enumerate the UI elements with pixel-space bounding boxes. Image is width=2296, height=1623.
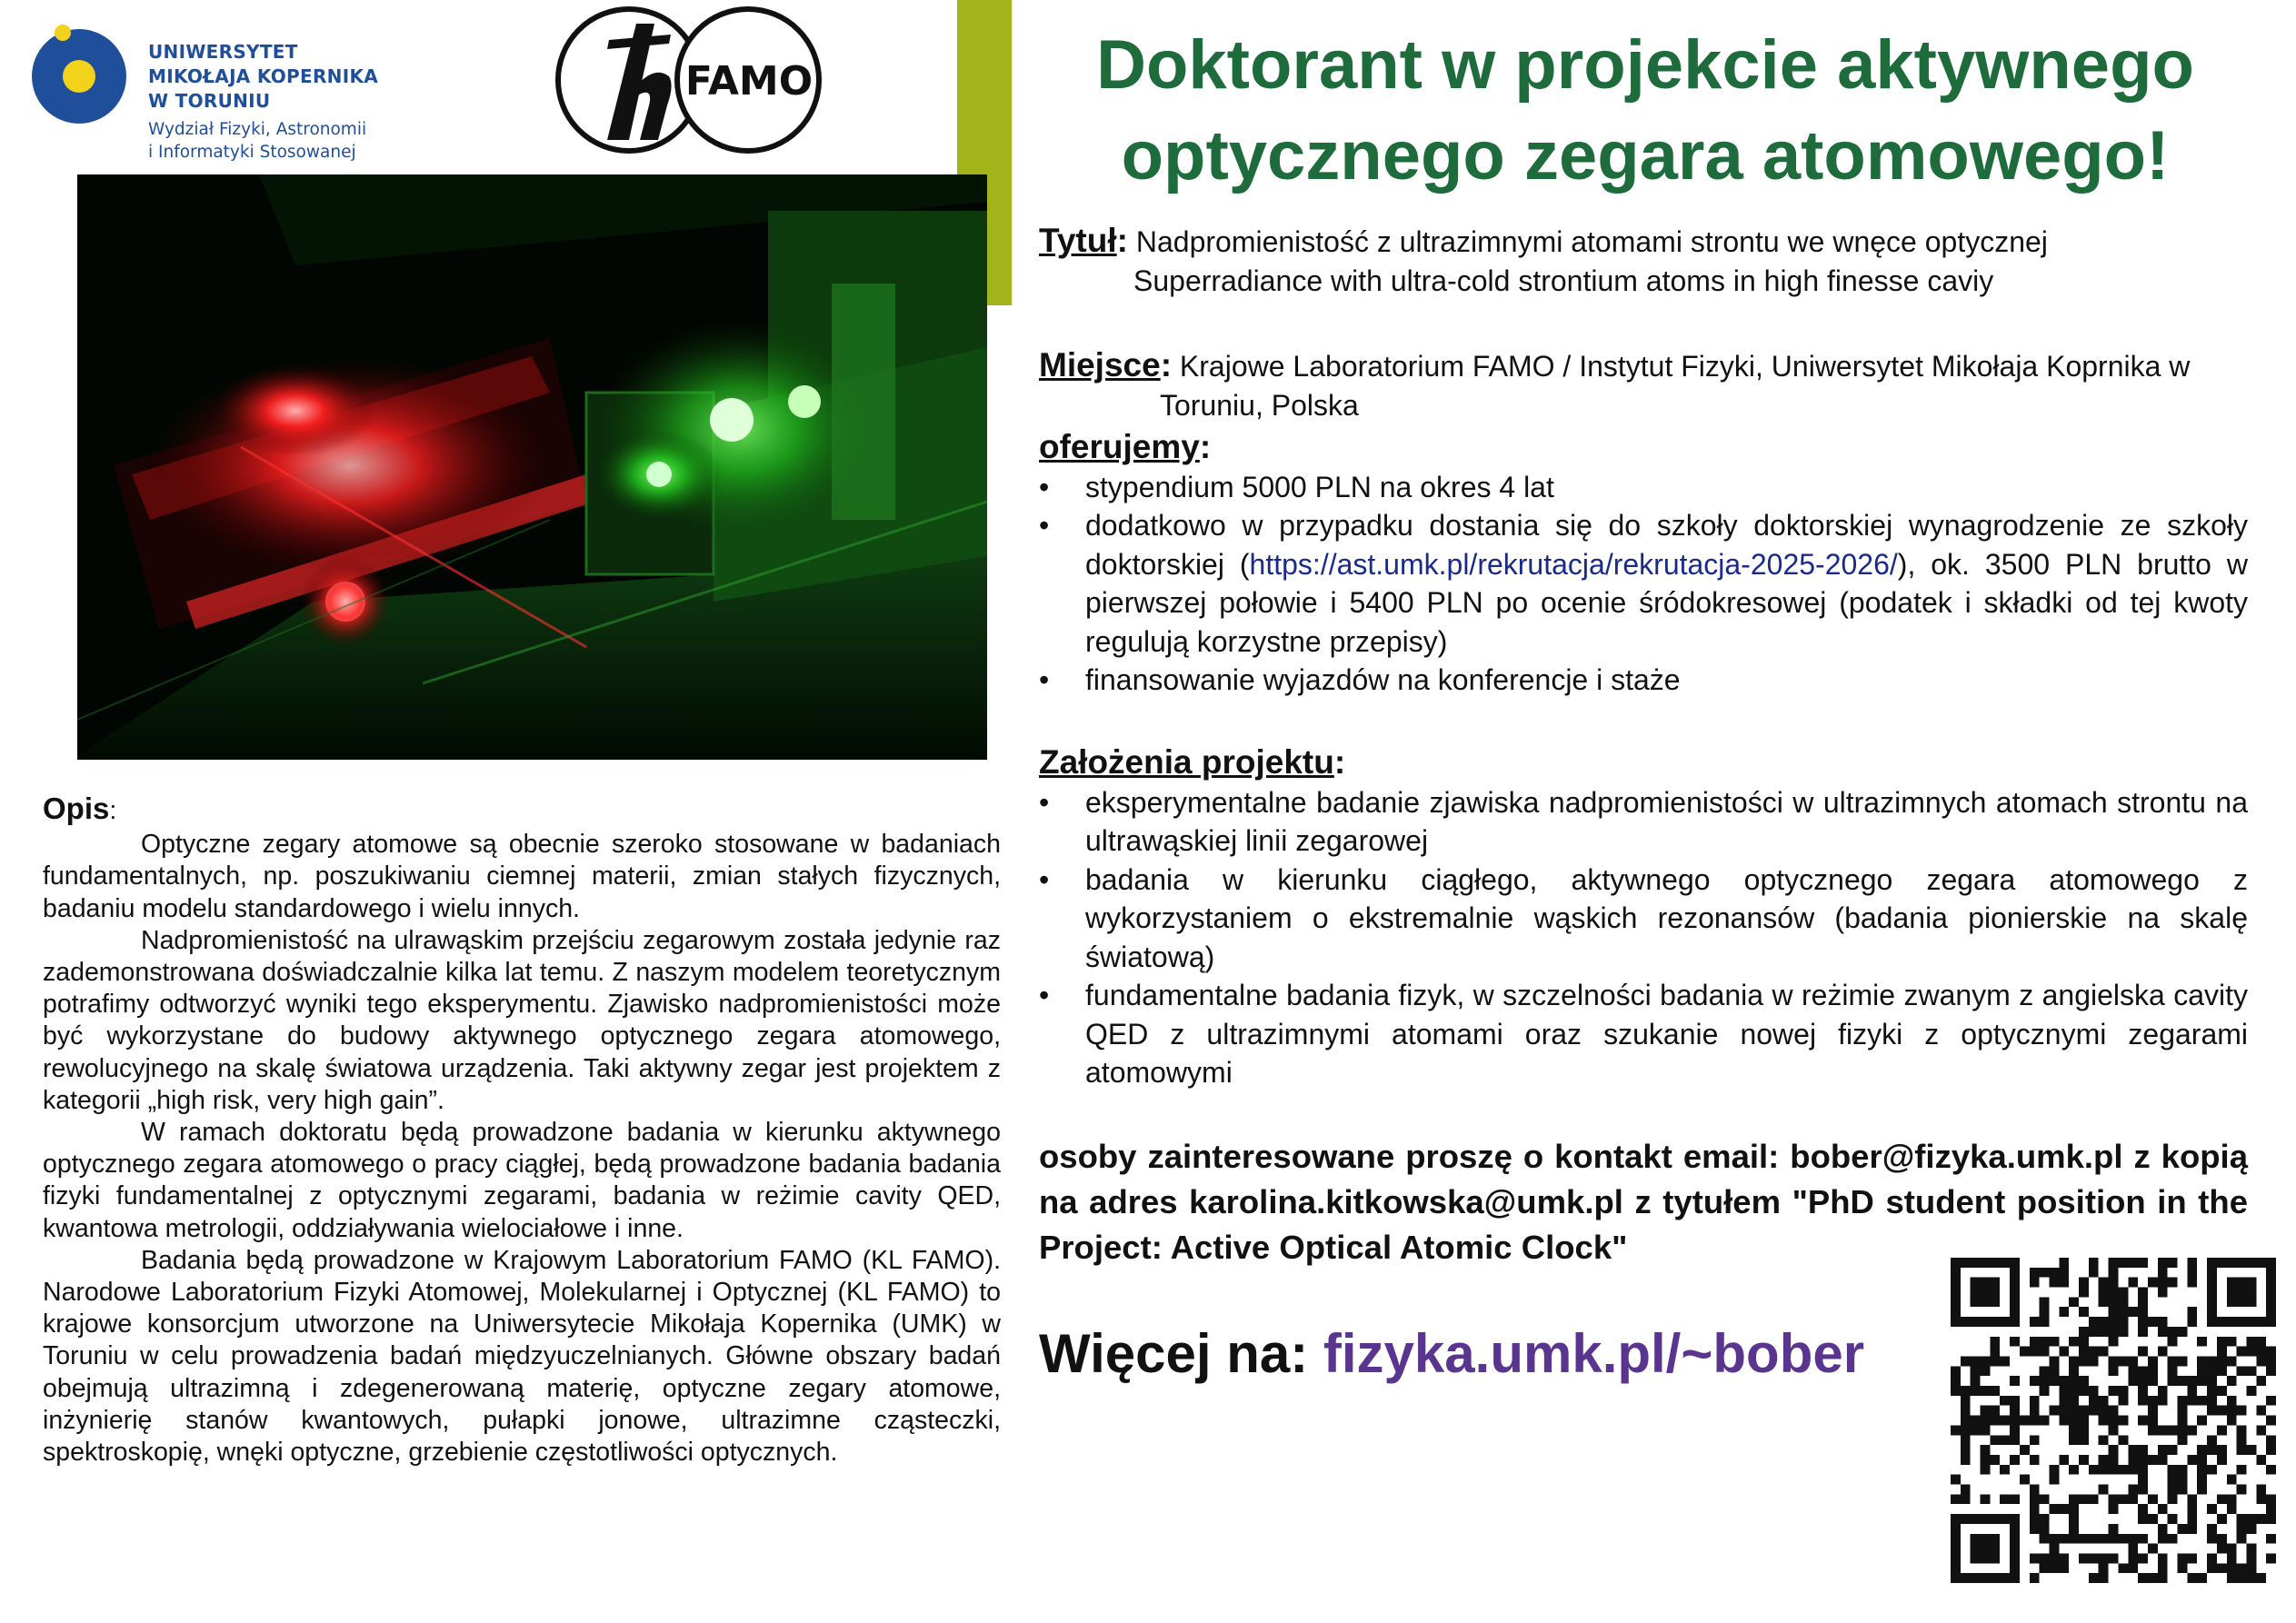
university-name: UNIWERSYTET MIKOŁAJA KOPERNIKA W TORUNIU (148, 41, 379, 112)
zalozenia-label: Założenia projektu (1039, 743, 1334, 781)
qr-code-icon (1951, 1258, 2276, 1583)
rekrutacja-link[interactable]: https://ast.umk.pl/rekrutacja/rekrutacja-2025-2026/ (1249, 547, 1898, 581)
tytul-section: Tytuł: Nadpromienistość z ultrazimnymi atomami strontu we wnęce optycznej Superradiance with ultra-cold strontium atoms in high finesse caviy (1039, 222, 2248, 300)
more-info (1039, 1318, 1864, 1390)
list-item: • fundamentalne badania fizyk, w szczelności badania w reżimie zwanym z angielska cavity QED z ultrazimnymi atomami oraz szukanie nowej fizyki z optycznymi zegarami atomowymi (1039, 979, 2248, 1089)
famo-logo-text: FAMO (684, 58, 814, 105)
laser-lab-photo (77, 174, 987, 760)
tytul-en: Superradiance with ultra-cold strontium atoms in high finesse caviy (1133, 264, 1994, 297)
miejsce-line2: Toruniu, Polska (1160, 388, 1359, 422)
tytul-label: Tytuł (1039, 222, 1117, 259)
umk-emblem-icon (29, 22, 156, 149)
qr-code[interactable] (1951, 1258, 2276, 1583)
famo-logo (553, 4, 822, 160)
more-label: Więcej na: (1039, 1323, 1323, 1384)
title-line-2: optycznego zegara atomowego! (1121, 117, 2170, 194)
oferujemy-section: oferujemy: • stypendium 5000 PLN na okres 4 lat • dodatkowo w przypadku dostania się do szkoły doktorskiej wynagrodzenie ze szkoły doktorskiej (https://ast.umk.pl/rekrutacja/rekrutacja-2025-2026/), ok. 3500 PLN brutto w pierwszej połowie i 5400 PLN po ocenie śródokresowej (podatek i składki od tej kwoty regulują korzystne przepisy) • finansowanie wyjazdów na konferencje i staże (1039, 428, 2248, 700)
miejsce-line1: Krajowe Laboratorium FAMO / Instytut Fizyki, Uniwersytet Mikołaja Koprnika w (1179, 350, 2191, 383)
more-url-link[interactable]: fizyka.umk.pl/~bober (1323, 1323, 1865, 1384)
opis-paragraph: W ramach doktoratu będą prowadzone badania w kierunku aktywnego optycznego zegara atomowego o pracy ciągłej, będą prowadzone badania badania fizyki fundamentalnej z optycznymi zegarami, badania w reżimie cavity QED, kwantowa metrologii, oddziaływania wielociałowe i inne. (43, 1118, 1001, 1243)
opis-paragraph: Optyczne zegary atomowe są obecnie szeroko stosowane w badaniach fundamentalnych, np. poszukiwaniu ciemnej materii, zmian stałych fizycznych, badaniu modelu standardowego i wielu innych. (43, 830, 1001, 923)
list-item: • badania w kierunku ciągłego, aktywnego optycznego zegara atomowego z wykorzystaniem o ekstremalnie wąskich rezonansów (badania pionierskie na skalę światową) (1039, 862, 2248, 973)
miejsce-label: Miejsce (1039, 346, 1161, 383)
title-line-1: Doktorant w projekcie aktywnego (1096, 26, 2194, 104)
tytul-pl: Nadpromienistość z ultrazimnymi atomami strontu we wnęce optycznej (1135, 225, 2048, 258)
opis-label: Opis (43, 792, 110, 825)
zalozenia-section: Założenia projektu: • eksperymentalne badanie zjawiska nadpromienistości w ultrazimnych atomach strontu na ultrawąskiej linii zegarowej • badania w kierunku ciągłego, aktywnego optycznego zegara atomowego z wykorzystaniem o ekstremalnie wąskich rezonansów (badania pionierskie na skalę światową) • fundamentalne badania fizyk, w szczelności badania w reżimie zwanym z angielska cavity QED z ultrazimnymi atomami oraz szukanie nowej fizyki z optycznymi zegarami atomowymi (1039, 743, 2248, 1092)
list-item: • stypendium 5000 PLN na okres 4 lat (1039, 470, 1554, 503)
miejsce-section: Miejsce: Krajowe Laboratorium FAMO / Instytut Fizyki, Uniwersytet Mikołaja Koprnika w Toruniu, Polska (1039, 346, 2248, 424)
opis-section: Opis: Optyczne zegary atomowe są obecnie szeroko stosowane w badaniach fundamentalnych, np. poszukiwaniu ciemnej materii, zmian stałych fizycznych, badaniu modelu standardowego i wielu innych. Nadpromienistość na ulrawąskim przejściu zegarowym została jedynie raz zademonstrowana doświadczalnie kilka lat temu. Z naszym modelem teoretycznym potrafimy odtworzyć wyniki tego eksperymentu. Zjawisko nadpromienistości może być wykorzystane do budowy aktywnego optycznego zegara atomowego, rewolucyjnego na skalę światowa urządzenia. Taki aktywny zegar jest projektem z kategorii „high risk, very high gain”. W ramach doktoratu będą prowadzone badania w kierunku aktywnego optycznego zegara atomowego o pracy ciągłej, będą prowadzone badania badania fizyki fundamentalnej z optycznymi zegarami, badania w reżimie cavity QED, kwantowa metrologii, oddziaływania wielociałowe i inne. Badania będą prowadzone w Krajowym Laboratorium FAMO (KL FAMO). Narodowe Laboratorium Fizyki Atomowej, Molekularnej i Optycznej (KL FAMO) to krajowe konsorcjum utworzone na Uniwersytecie Mikołaja Kopernika (UMK) w Toruniu w celu prowadzenia badań międzyuczelnianych. Główne obszary badań obejmują ultrazimną i zdegenerowaną materię, optyczne zegary atomowe, inżynierię stanów kwantowych, pułapki jonowe, ultrazimne cząsteczki, spektroskopię, wnęki optyczne, grzebienie częstotliwości optycznych. (43, 792, 1001, 1469)
opis-paragraph: Badania będą prowadzone w Krajowym Laboratorium FAMO (KL FAMO). Narodowe Laboratorium Fizyki Atomowej, Molekularnej i Optycznej (KL FAMO) to krajowe konsorcjum utworzone na Uniwersytecie Mikołaja Kopernika (UMK) w Toruniu w celu prowadzenia badań międzyuczelnianych. Główne obszary badań obejmują ultrazimną i zdegenerowaną materię, optyczne zegary atomowe, inżynierię stanów kwantowych, pułapki jonowe, ultrazimne cząsteczki, spektroskopię, wnęki optyczne, grzebienie częstotliwości optycznych. (43, 1245, 1001, 1468)
list-item: • eksperymentalne badanie zjawiska nadpromienistości w ultrazimnych atomach strontu na ultrawąskiej linii zegarowej (1039, 785, 2248, 857)
faculty-name: Wydział Fizyki, Astronomii i Informatyki Stosowanej (148, 120, 367, 162)
list-item: • dodatkowo w przypadku dostania się do szkoły doktorskiej wynagrodzenie ze szkoły doktorskiej (https://ast.umk.pl/rekrutacja/rekrutacja-2025-2026/), ok. 3500 PLN brutto w pierwszej połowie i 5400 PLN po ocenie śródokresowej (podatek i składki od tej kwoty regulują korzystne przepisy) (1039, 509, 2249, 658)
oferujemy-label: oferujemy (1039, 428, 1200, 465)
poster-title (1036, 20, 2254, 202)
list-item: • finansowanie wyjazdów na konferencje i staże (1039, 663, 1681, 696)
contact-info: osoby zainteresowane proszę o kontakt email: bober@fizyka.umk.pl z kopią na adres karolina.kitkowska@umk.pl z tytułem "PhD student position in the Project: Active Optical Atomic Clock" (1039, 1138, 2248, 1266)
opis-paragraph: Nadpromienistość na ulrawąskim przejściu zegarowym została jedynie raz zademonstrowana doświadczalnie kilka lat temu. Z naszym modelem teoretycznym potrafimy odtworzyć wyniki tego eksperymentu. Zjawisko nadpromienistości może być wykorzystane do budowy aktywnego optycznego zegara atomowego, rewolucyjnego na skalę światowa urządzenia. Taki aktywny zegar jest projektem z kategorii „high risk, very high gain”. (43, 925, 1001, 1115)
